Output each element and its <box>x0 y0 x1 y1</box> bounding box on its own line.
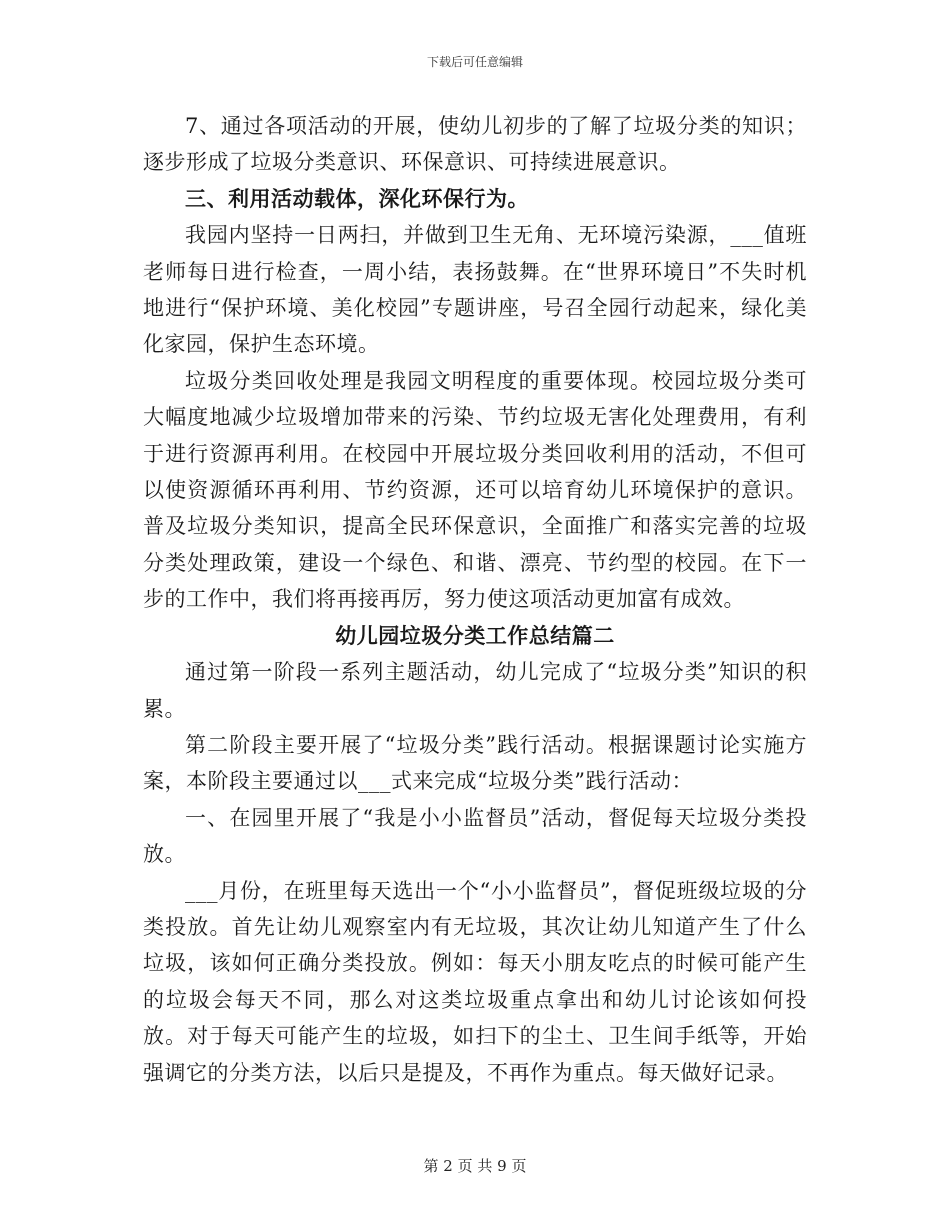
paragraph-stage-two: 第二阶段主要开展了“垃圾分类”践行活动。根据课题讨论实施方案，本阶段主要通过以___式来完成“垃圾分类”践行活动： <box>143 732 807 794</box>
paragraph-supervisor-activity: 一、在园里开展了“我是小小监督员”活动，督促每天垃圾分类投放。 <box>143 805 807 867</box>
page-header: 下载后可任意编辑 <box>426 55 523 69</box>
paragraph-stage-one: 通过第一阶段一系列主题活动，幼儿完成了“垃圾分类”知识的积累。 <box>143 660 807 721</box>
page-number: 第 2 页 共 9 页 <box>423 1157 527 1175</box>
document-body <box>143 108 807 1091</box>
article-title-part-2: 幼儿园垃圾分类工作总结篇二 <box>335 622 615 648</box>
section-heading-3: 三、利用活动载体，深化环保行为。 <box>185 185 529 211</box>
paragraph-item-7: 7、通过各项活动的开展，使幼儿初步的了解了垃圾分类的知识；逐步形成了垃圾分类意识、环保意识、可持续进展意识。 <box>143 114 807 175</box>
paragraph-daily-cleaning: 我园内坚持一日两扫，并做到卫生无角、无环境污染源，___值班老师每日进行检查，一周小结，表扬鼓舞。在“世界环境日”不失时机地进行“保护环境、美化校园”专题讲座，号召全园行动起来，绿化美化家园，保护生态环境。 <box>143 223 807 357</box>
paragraph-recycling-importance: 垃圾分类回收处理是我园文明程度的重要体现。校园垃圾分类可大幅度地减少垃圾增加带来的污染、节约垃圾无害化处理费用，有利于进行资源再利用。在校园中开展垃圾分类回收利用的活动，不但可以使资源循环再利用、节约资源，还可以培育幼儿环境保护的意识。普及垃圾分类知识，提高全民环保意识，全面推广和落实完善的垃圾分类处理政策，建设一个绿色、和谐、漂亮、节约型的校园。在下一步的工作中，我们将再接再厉，努力使这项活动更加富有成效。 <box>143 368 807 612</box>
paragraph-monthly-supervisor: ___月份，在班里每天选出一个“小小监督员”，督促班级垃圾的分类投放。首先让幼儿观察室内有无垃圾，其次让幼儿知道产生了什么垃圾，该如何正确分类投放。例如：每天小朋友吃点的时候可能产生的垃圾会每天不同，那么对这类垃圾重点拿出和幼儿讨论该如何投放。对于每天可能产生的垃圾，如扫下的尘土、卫生间手纸等，开始强调它的分类方法，以后只是提及，不再作为重点。每天做好记录。 <box>143 878 807 1085</box>
